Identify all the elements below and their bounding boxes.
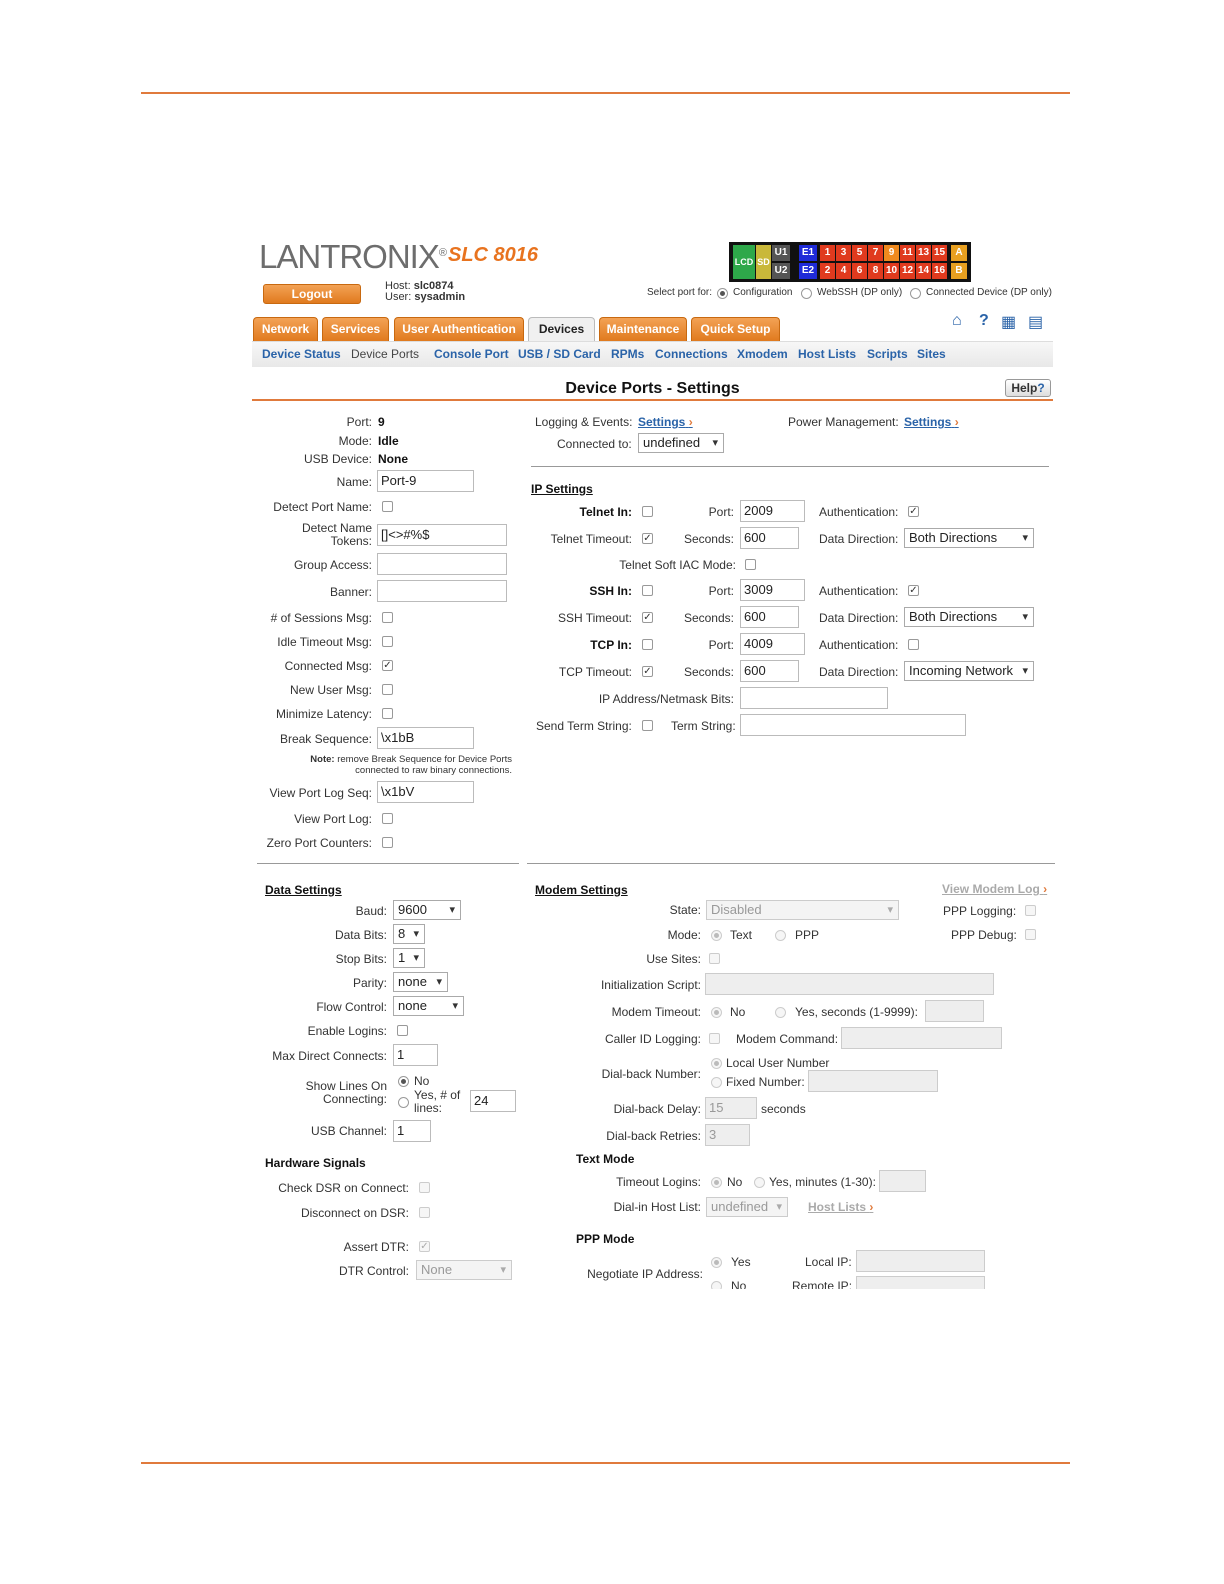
timeout-logins-no-label: No bbox=[727, 1175, 743, 1189]
telnet-seconds-input[interactable]: 600 bbox=[740, 527, 799, 549]
port-7-button[interactable]: 7 bbox=[868, 245, 883, 261]
port-label: Port: bbox=[346, 415, 372, 429]
port-8-button[interactable]: 8 bbox=[868, 263, 883, 279]
modem-timeout-yes-label: Yes, seconds (1-9999): bbox=[795, 1005, 918, 1019]
show-lines-count-input[interactable]: 24 bbox=[470, 1090, 516, 1112]
flow-control-label: Flow Control: bbox=[316, 1000, 387, 1014]
max-direct-label: Max Direct Connects: bbox=[272, 1049, 387, 1063]
webssh-radio[interactable] bbox=[801, 288, 812, 299]
data-separator bbox=[257, 863, 519, 864]
e2-port[interactable]: E2 bbox=[799, 263, 817, 279]
usb-device-value: None bbox=[378, 452, 408, 466]
assert-dtr-label: Assert DTR: bbox=[343, 1240, 409, 1254]
configuration-label: Configuration bbox=[733, 287, 793, 298]
subnav-sites[interactable]: Sites bbox=[917, 347, 946, 361]
tab-user-authentication[interactable]: User Authentication bbox=[394, 317, 524, 341]
port-15-button[interactable]: 15 bbox=[932, 245, 947, 261]
tcp-direction-label: Data Direction: bbox=[819, 665, 899, 679]
modem-timeout-yes-radio[interactable] bbox=[775, 1007, 786, 1018]
local-user-number-label: Local User Number bbox=[726, 1056, 830, 1070]
use-sites-label: Use Sites: bbox=[646, 952, 701, 966]
zero-port-counters-label: Zero Port Counters: bbox=[266, 836, 372, 850]
mode-text-radio[interactable] bbox=[711, 930, 722, 941]
tcp-port-input[interactable]: 4009 bbox=[740, 633, 805, 655]
ssh-seconds-label: Seconds: bbox=[683, 611, 734, 625]
ssh-port-input[interactable]: 3009 bbox=[740, 579, 805, 601]
negotiate-yes-radio[interactable] bbox=[711, 1257, 722, 1268]
logging-settings-link[interactable]: Settings › bbox=[638, 415, 693, 429]
mode-text-label: Text bbox=[730, 928, 753, 942]
baud-label: Baud: bbox=[355, 904, 387, 918]
title-underline bbox=[252, 399, 1053, 401]
fixed-number-radio[interactable] bbox=[711, 1077, 722, 1088]
lcd-port[interactable]: LCD bbox=[733, 245, 755, 279]
ip-separator bbox=[531, 466, 1049, 467]
subnav-device-status[interactable]: Device Status bbox=[262, 347, 341, 361]
ip-netmask-input[interactable] bbox=[740, 687, 888, 709]
bottom-rule bbox=[141, 1462, 1070, 1464]
telnet-timeout-checkbox[interactable]: ✓ bbox=[643, 533, 652, 544]
name-input[interactable]: Port-9 bbox=[377, 470, 474, 492]
minimize-latency-checkbox[interactable] bbox=[382, 708, 393, 719]
tcp-in-label: TCP In: bbox=[590, 638, 632, 652]
show-lines-yes-radio[interactable] bbox=[398, 1097, 409, 1108]
tcp-timeout-label: TCP Timeout: bbox=[558, 665, 632, 679]
check-dsr-checkbox[interactable] bbox=[419, 1182, 430, 1193]
mode-ppp-label: PPP bbox=[795, 928, 820, 942]
send-term-label: Send Term String: bbox=[536, 719, 632, 733]
power-settings-link[interactable]: Settings › bbox=[904, 415, 959, 429]
modem-timeout-no-radio[interactable] bbox=[711, 1007, 722, 1018]
ssh-direction-select[interactable]: Both Directions ▾ bbox=[904, 607, 1034, 627]
local-user-number-radio[interactable] bbox=[711, 1058, 722, 1069]
negotiate-no-radio[interactable] bbox=[711, 1281, 722, 1289]
telnet-in-label: Telnet In: bbox=[579, 505, 632, 519]
help-icon[interactable]: ? bbox=[979, 312, 989, 329]
disconnect-dsr-label: Disconnect on DSR: bbox=[300, 1206, 409, 1220]
break-note: Note: remove Break Sequence for Device Ports connected to raw binary connections. bbox=[310, 754, 512, 776]
connected-device-radio[interactable] bbox=[910, 288, 921, 299]
timeout-logins-input[interactable] bbox=[879, 1170, 926, 1192]
telnet-iac-checkbox[interactable] bbox=[745, 559, 756, 570]
break-sequence-label: Break Sequence: bbox=[279, 732, 372, 746]
detect-tokens-input[interactable]: []<>#%$ bbox=[377, 524, 507, 546]
usb-channel-label: USB Channel: bbox=[310, 1124, 387, 1138]
modem-command-input[interactable] bbox=[841, 1027, 1002, 1049]
port-14-button[interactable]: 14 bbox=[916, 263, 931, 279]
term-string-label: Term String: bbox=[671, 719, 736, 733]
port-16-button[interactable]: 16 bbox=[932, 263, 947, 279]
mode-value: Idle bbox=[378, 434, 399, 448]
b-port[interactable]: B bbox=[951, 263, 967, 279]
dialback-delay-unit: seconds bbox=[761, 1102, 806, 1116]
stop-bits-select[interactable]: 1 ▾ bbox=[393, 948, 425, 968]
sessions-msg-checkbox[interactable] bbox=[382, 612, 393, 623]
modem-timeout-input[interactable] bbox=[925, 1000, 984, 1022]
u1-port[interactable]: U1 bbox=[772, 245, 790, 261]
dialin-host-list-select[interactable]: undefined ▾ bbox=[706, 1197, 788, 1217]
dtr-control-label: DTR Control: bbox=[338, 1264, 409, 1278]
subnav-scripts[interactable]: Scripts bbox=[867, 347, 908, 361]
dialback-delay-input[interactable]: 15 bbox=[705, 1097, 757, 1119]
max-direct-input[interactable]: 1 bbox=[393, 1044, 438, 1066]
send-term-checkbox[interactable] bbox=[642, 720, 653, 731]
enable-logins-checkbox[interactable] bbox=[397, 1025, 408, 1036]
connected-msg-label: Connected Msg: bbox=[284, 659, 372, 673]
stop-bits-label: Stop Bits: bbox=[335, 952, 387, 966]
show-lines-yes-label: Yes, # of lines: bbox=[414, 1088, 461, 1115]
subnav-rpms[interactable]: RPMs bbox=[611, 347, 645, 361]
ssh-seconds-input[interactable]: 600 bbox=[740, 606, 799, 628]
ssh-direction-label: Data Direction: bbox=[819, 611, 899, 625]
port-2-button[interactable]: 2 bbox=[820, 263, 835, 279]
minimize-latency-label: Minimize Latency: bbox=[275, 707, 372, 721]
webssh-label: WebSSH (DP only) bbox=[817, 287, 903, 298]
banner-input[interactable] bbox=[377, 580, 507, 602]
ssh-timeout-label: SSH Timeout: bbox=[557, 611, 632, 625]
clipped-row bbox=[700, 1276, 1000, 1289]
connected-device-label: Connected Device (DP only) bbox=[926, 287, 1052, 298]
hardware-signals-heading: Hardware Signals bbox=[265, 1156, 366, 1170]
idle-timeout-msg-checkbox[interactable] bbox=[382, 636, 393, 647]
modem-settings-heading: Modem Settings bbox=[535, 883, 628, 897]
ppp-debug-checkbox[interactable] bbox=[1025, 929, 1036, 940]
subnav-host-lists[interactable]: Host Lists bbox=[798, 347, 857, 361]
mode-label: Mode: bbox=[338, 434, 372, 448]
ssh-auth-label: Authentication: bbox=[819, 584, 899, 598]
port-1-button[interactable]: 1 bbox=[820, 245, 835, 261]
port-4-button[interactable]: 4 bbox=[836, 263, 851, 279]
caller-id-checkbox[interactable] bbox=[709, 1033, 720, 1044]
name-label: Name: bbox=[336, 475, 372, 489]
show-lines-no-label: No bbox=[414, 1074, 430, 1088]
flow-control-select[interactable]: none ▾ bbox=[393, 996, 464, 1016]
parity-label: Parity: bbox=[352, 976, 387, 990]
lantronix-logo: LANTRONIX® bbox=[259, 238, 446, 275]
show-lines-no-radio[interactable] bbox=[398, 1076, 409, 1087]
e1-port[interactable]: E1 bbox=[799, 245, 817, 261]
tcp-port-label: Port: bbox=[708, 638, 734, 652]
state-select[interactable]: Disabled ▾ bbox=[706, 900, 899, 920]
subnav-xmodem[interactable]: Xmodem bbox=[737, 347, 788, 361]
telnet-port-label: Port: bbox=[708, 505, 734, 519]
ppp-logging-checkbox[interactable] bbox=[1025, 905, 1036, 916]
modem-timeout-no-label: No bbox=[730, 1005, 746, 1019]
disconnect-dsr-checkbox[interactable] bbox=[419, 1207, 430, 1218]
host-info: Host: slc0874 User: sysadmin bbox=[385, 280, 466, 303]
tcp-auth-checkbox[interactable] bbox=[908, 639, 919, 650]
modem-command-label: Modem Command: bbox=[736, 1032, 839, 1046]
telnet-auth-label: Authentication: bbox=[819, 505, 899, 519]
sitemap-icon[interactable]: ▦ bbox=[1001, 314, 1017, 331]
dialin-host-list-label: Dial-in Host List: bbox=[613, 1200, 701, 1214]
ssh-in-checkbox[interactable] bbox=[642, 585, 653, 596]
remote-ip-input[interactable] bbox=[856, 1276, 985, 1289]
init-script-label: Initialization Script: bbox=[600, 978, 701, 992]
group-access-input[interactable] bbox=[377, 553, 507, 575]
mode-ppp-radio[interactable] bbox=[775, 930, 786, 941]
a-port[interactable]: A bbox=[951, 245, 967, 261]
modem-timeout-label: Modem Timeout: bbox=[611, 1005, 701, 1019]
power-management-label: Power Management: bbox=[788, 415, 899, 429]
usb-device-label: USB Device: bbox=[303, 452, 372, 466]
telnet-timeout-label: Telnet Timeout: bbox=[550, 532, 632, 546]
group-access-label: Group Access: bbox=[293, 558, 372, 572]
zero-port-counters-checkbox[interactable] bbox=[382, 837, 393, 848]
sd-port[interactable]: SD bbox=[756, 245, 771, 279]
timeout-logins-label: Timeout Logins: bbox=[616, 1175, 701, 1189]
connected-msg-checkbox[interactable]: ✓ bbox=[383, 660, 392, 671]
detect-port-name-checkbox[interactable] bbox=[382, 501, 393, 512]
state-label: State: bbox=[669, 903, 701, 917]
view-modem-log-link[interactable]: View Modem Log › bbox=[942, 882, 1048, 896]
enable-logins-label: Enable Logins: bbox=[307, 1024, 387, 1038]
telnet-in-checkbox[interactable] bbox=[642, 506, 653, 517]
data-settings-heading: Data Settings bbox=[265, 883, 342, 897]
host-lists-link[interactable]: Host Lists › bbox=[808, 1200, 874, 1214]
telnet-iac-label: Telnet Soft IAC Mode: bbox=[619, 558, 736, 572]
view-port-log-seq-label: View Port Log Seq: bbox=[269, 786, 372, 800]
port-10-button[interactable]: 10 bbox=[884, 263, 899, 279]
ip-settings-heading: IP Settings bbox=[531, 482, 593, 496]
local-ip-input[interactable] bbox=[856, 1250, 985, 1272]
help-button[interactable]: Help? bbox=[1005, 379, 1051, 397]
select-port-label: Select port for: bbox=[647, 287, 713, 298]
tab-services[interactable]: Services bbox=[322, 317, 389, 341]
use-sites-checkbox[interactable] bbox=[709, 953, 720, 964]
port-5-button[interactable]: 5 bbox=[852, 245, 867, 261]
new-user-msg-checkbox[interactable] bbox=[382, 684, 393, 695]
telnet-direction-select[interactable]: Both Directions ▾ bbox=[904, 528, 1034, 548]
dialback-delay-label: Dial-back Delay: bbox=[613, 1102, 701, 1116]
ppp-debug-label: PPP Debug: bbox=[951, 928, 1017, 942]
dtr-control-select[interactable]: None ▾ bbox=[416, 1260, 512, 1280]
dialback-retries-input[interactable]: 3 bbox=[705, 1124, 750, 1146]
subnav-console-port[interactable]: Console Port bbox=[434, 347, 509, 361]
ssh-port-label: Port: bbox=[708, 584, 734, 598]
ip-netmask-label: IP Address/Netmask Bits: bbox=[598, 692, 734, 706]
tcp-direction-select[interactable]: Incoming Network ▾ bbox=[904, 661, 1034, 681]
idle-timeout-msg-label: Idle Timeout Msg: bbox=[277, 635, 372, 649]
ppp-mode-heading: PPP Mode bbox=[576, 1232, 635, 1246]
telnet-auth-checkbox[interactable]: ✓ bbox=[909, 506, 918, 517]
telnet-seconds-label: Seconds: bbox=[683, 532, 734, 546]
port-13-button[interactable]: 13 bbox=[916, 245, 931, 261]
show-lines-label: Show Lines On Connecting: bbox=[305, 1079, 387, 1106]
dialback-retries-label: Dial-back Retries: bbox=[606, 1129, 701, 1143]
tcp-timeout-checkbox[interactable]: ✓ bbox=[643, 666, 652, 677]
list-icon[interactable]: ▤ bbox=[1028, 314, 1044, 331]
subnav-connections[interactable]: Connections bbox=[655, 347, 728, 361]
banner-label: Banner: bbox=[329, 585, 372, 599]
local-ip-label: Local IP: bbox=[805, 1255, 852, 1269]
ssh-timeout-checkbox[interactable]: ✓ bbox=[643, 612, 652, 623]
fixed-number-input[interactable] bbox=[808, 1070, 938, 1092]
port-9-button[interactable]: 9 bbox=[884, 245, 899, 261]
term-string-input[interactable] bbox=[740, 714, 966, 736]
sessions-msg-label: # of Sessions Msg: bbox=[270, 611, 372, 625]
new-user-msg-label: New User Msg: bbox=[289, 683, 372, 697]
port-value: 9 bbox=[378, 415, 385, 429]
port-12-button[interactable]: 12 bbox=[900, 263, 915, 279]
port-3-button[interactable]: 3 bbox=[836, 245, 851, 261]
u2-port[interactable]: U2 bbox=[772, 263, 790, 279]
connected-to-select[interactable]: undefined ▾ bbox=[638, 433, 724, 453]
tcp-auth-label: Authentication: bbox=[819, 638, 899, 652]
text-mode-heading: Text Mode bbox=[576, 1152, 635, 1166]
remote-ip-label: Remote IP: bbox=[792, 1279, 853, 1289]
break-sequence-input[interactable]: \x1bB bbox=[377, 727, 474, 749]
tab-quick-setup[interactable]: Quick Setup bbox=[691, 317, 780, 341]
logging-events-label: Logging & Events: bbox=[535, 415, 633, 429]
tab-network[interactable]: Network bbox=[253, 317, 318, 341]
tcp-seconds-label: Seconds: bbox=[683, 665, 734, 679]
modem-separator bbox=[527, 863, 1055, 864]
timeout-logins-yes-radio[interactable] bbox=[754, 1177, 765, 1188]
usb-channel-input[interactable]: 1 bbox=[393, 1120, 431, 1142]
fixed-number-label: Fixed Number: bbox=[726, 1075, 805, 1089]
view-port-log-checkbox[interactable] bbox=[382, 813, 393, 824]
subnav-usb-sd-card[interactable]: USB / SD Card bbox=[518, 347, 601, 361]
subnav-device-ports[interactable]: Device Ports bbox=[351, 347, 420, 361]
data-bits-label: Data Bits: bbox=[334, 928, 387, 942]
connected-to-label: Connected to: bbox=[557, 437, 632, 451]
data-bits-select[interactable]: 8 ▾ bbox=[393, 924, 425, 944]
view-port-log-seq-input[interactable]: \x1bV bbox=[377, 781, 474, 803]
port-6-button[interactable]: 6 bbox=[852, 263, 867, 279]
modem-mode-label: Mode: bbox=[667, 928, 701, 942]
negotiate-ip-label: Negotiate IP Address: bbox=[587, 1267, 703, 1281]
caller-id-label: Caller ID Logging: bbox=[604, 1032, 701, 1046]
ssh-in-label: SSH In: bbox=[589, 584, 632, 598]
baud-select[interactable]: 9600 ▾ bbox=[393, 900, 461, 920]
tcp-seconds-input[interactable]: 600 bbox=[740, 660, 799, 682]
logout-button[interactable]: Logout bbox=[263, 284, 361, 304]
tab-devices[interactable]: Devices bbox=[528, 317, 595, 341]
parity-select[interactable]: none ▾ bbox=[393, 972, 448, 992]
page-title: Device Ports - Settings bbox=[565, 380, 740, 397]
top-rule bbox=[141, 92, 1070, 94]
check-dsr-label: Check DSR on Connect: bbox=[278, 1181, 409, 1195]
ppp-logging-label: PPP Logging: bbox=[943, 904, 1017, 918]
detect-tokens-label: Detect Name Tokens: bbox=[301, 521, 372, 548]
assert-dtr-checkbox[interactable]: ✓ bbox=[420, 1241, 429, 1252]
telnet-direction-label: Data Direction: bbox=[819, 532, 899, 546]
port-11-button[interactable]: 11 bbox=[900, 245, 915, 261]
home-icon[interactable]: ⌂ bbox=[952, 312, 962, 329]
timeout-logins-yes-label: Yes, minutes (1-30): bbox=[769, 1175, 876, 1189]
detect-port-name-label: Detect Port Name: bbox=[273, 500, 372, 514]
tab-maintenance[interactable]: Maintenance bbox=[599, 317, 687, 341]
init-script-input[interactable] bbox=[705, 973, 994, 995]
ssh-auth-checkbox[interactable]: ✓ bbox=[909, 585, 918, 596]
tcp-in-checkbox[interactable] bbox=[642, 639, 653, 650]
dialback-number-label: Dial-back Number: bbox=[601, 1067, 701, 1081]
negotiate-yes-label: Yes bbox=[731, 1255, 751, 1269]
negotiate-no-label: No bbox=[731, 1279, 747, 1289]
configuration-radio[interactable] bbox=[717, 288, 728, 299]
view-port-log-label: View Port Log: bbox=[294, 812, 372, 826]
timeout-logins-no-radio[interactable] bbox=[711, 1177, 722, 1188]
telnet-port-input[interactable]: 2009 bbox=[740, 500, 805, 522]
model-name: SLC 8016 bbox=[448, 244, 539, 266]
